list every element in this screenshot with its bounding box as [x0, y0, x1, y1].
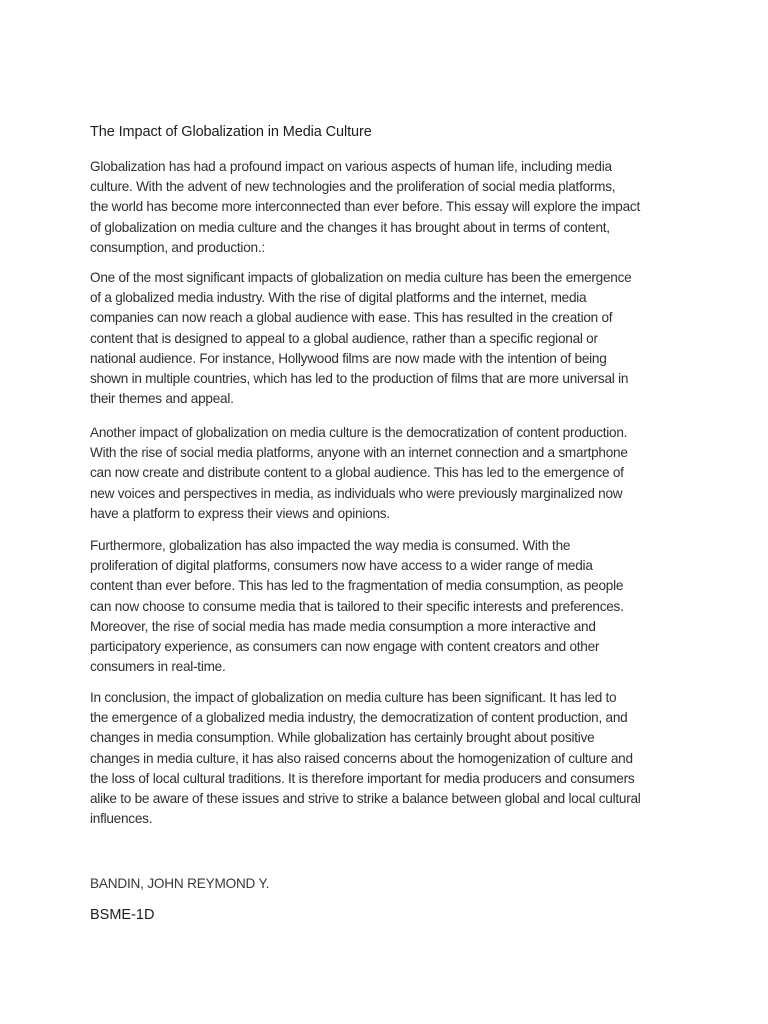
text-line: can now create and distribute content to a global audience. This has led to the emergence of — [90, 465, 624, 481]
text-line: participatory experience, as consumers can now engage with content creators and other — [90, 638, 600, 654]
text-line: consumption, and production.: — [90, 239, 265, 255]
text-line: culture. With the advent of new technologies and the proliferation of social media platforms, — [90, 179, 616, 195]
text-line: consumers in real-time. — [90, 659, 226, 675]
author-name: BANDIN, JOHN REYMOND Y. — [90, 876, 270, 891]
course-section: BSME-1D — [90, 907, 155, 923]
text-line: of globalization on media culture and the changes it has brought about in terms of content, — [90, 219, 610, 235]
text-line: new voices and perspectives in media, as individuals who were previously marginalized now — [90, 485, 623, 501]
text-line: have a platform to express their views and opinions. — [90, 505, 390, 521]
paragraph-consumption — [90, 536, 710, 677]
text-line: content that is designed to appeal to a global audience, rather than a specific regional or — [90, 330, 598, 346]
text-line: alike to be aware of these issues and strive to strike a balance between global and local cultural — [90, 790, 641, 806]
text-line: Another impact of globalization on media culture is the democratization of content production. — [90, 425, 628, 440]
paragraph-introduction — [90, 157, 710, 258]
text-line: With the rise of social media platforms, anyone with an internet connection and a smartphone — [90, 445, 628, 461]
text-line: proliferation of digital platforms, consumers now have access to a wider range of media — [90, 558, 593, 574]
text-line: Moreover, the rise of social media has made media consumption a more interactive and — [90, 618, 596, 634]
text-line: changes in media consumption. While globalization has certainly brought about positive — [90, 730, 595, 746]
text-line: the loss of local cultural traditions. It is therefore important for media producers and consumers — [90, 770, 635, 786]
essay-title: The Impact of Globalization in Media Culture — [90, 124, 372, 140]
text-line: In conclusion, the impact of globalization on media culture has been significant. It has led to — [90, 690, 617, 705]
text-line: One of the most significant impacts of globalization on media culture has been the emergence — [90, 270, 632, 285]
text-line: companies can now reach a global audience with ease. This has resulted in the creation of — [90, 310, 613, 326]
text-line: national audience. For instance, Hollywood films are now made with the intention of being — [90, 350, 607, 366]
text-line: content than ever before. This has led to the fragmentation of media consumption, as people — [90, 578, 624, 594]
text-line: their themes and appeal. — [90, 391, 234, 407]
text-line: Furthermore, globalization has also impacted the way media is consumed. With the — [90, 538, 571, 553]
paragraph-conclusion — [90, 688, 710, 829]
text-line: the emergence of a globalized media industry, the democratization of content production, and — [90, 710, 628, 726]
text-line: Globalization has had a profound impact on various aspects of human life, including media — [90, 159, 612, 174]
text-line: of a globalized media industry. With the rise of digital platforms and the internet, media — [90, 290, 587, 306]
paragraph-democratization — [90, 423, 710, 524]
text-line: shown in multiple countries, which has led to the production of films that are more universal in — [90, 370, 629, 386]
text-line: the world has become more interconnected than ever before. This essay will explore the impact — [90, 199, 640, 215]
text-line: can now choose to consume media that is tailored to their specific interests and preferences. — [90, 598, 624, 614]
paragraph-globalized-industry — [90, 268, 710, 409]
text-line: changes in media culture, it has also raised concerns about the homogenization of culture and — [90, 750, 633, 766]
text-line: influences. — [90, 811, 153, 827]
